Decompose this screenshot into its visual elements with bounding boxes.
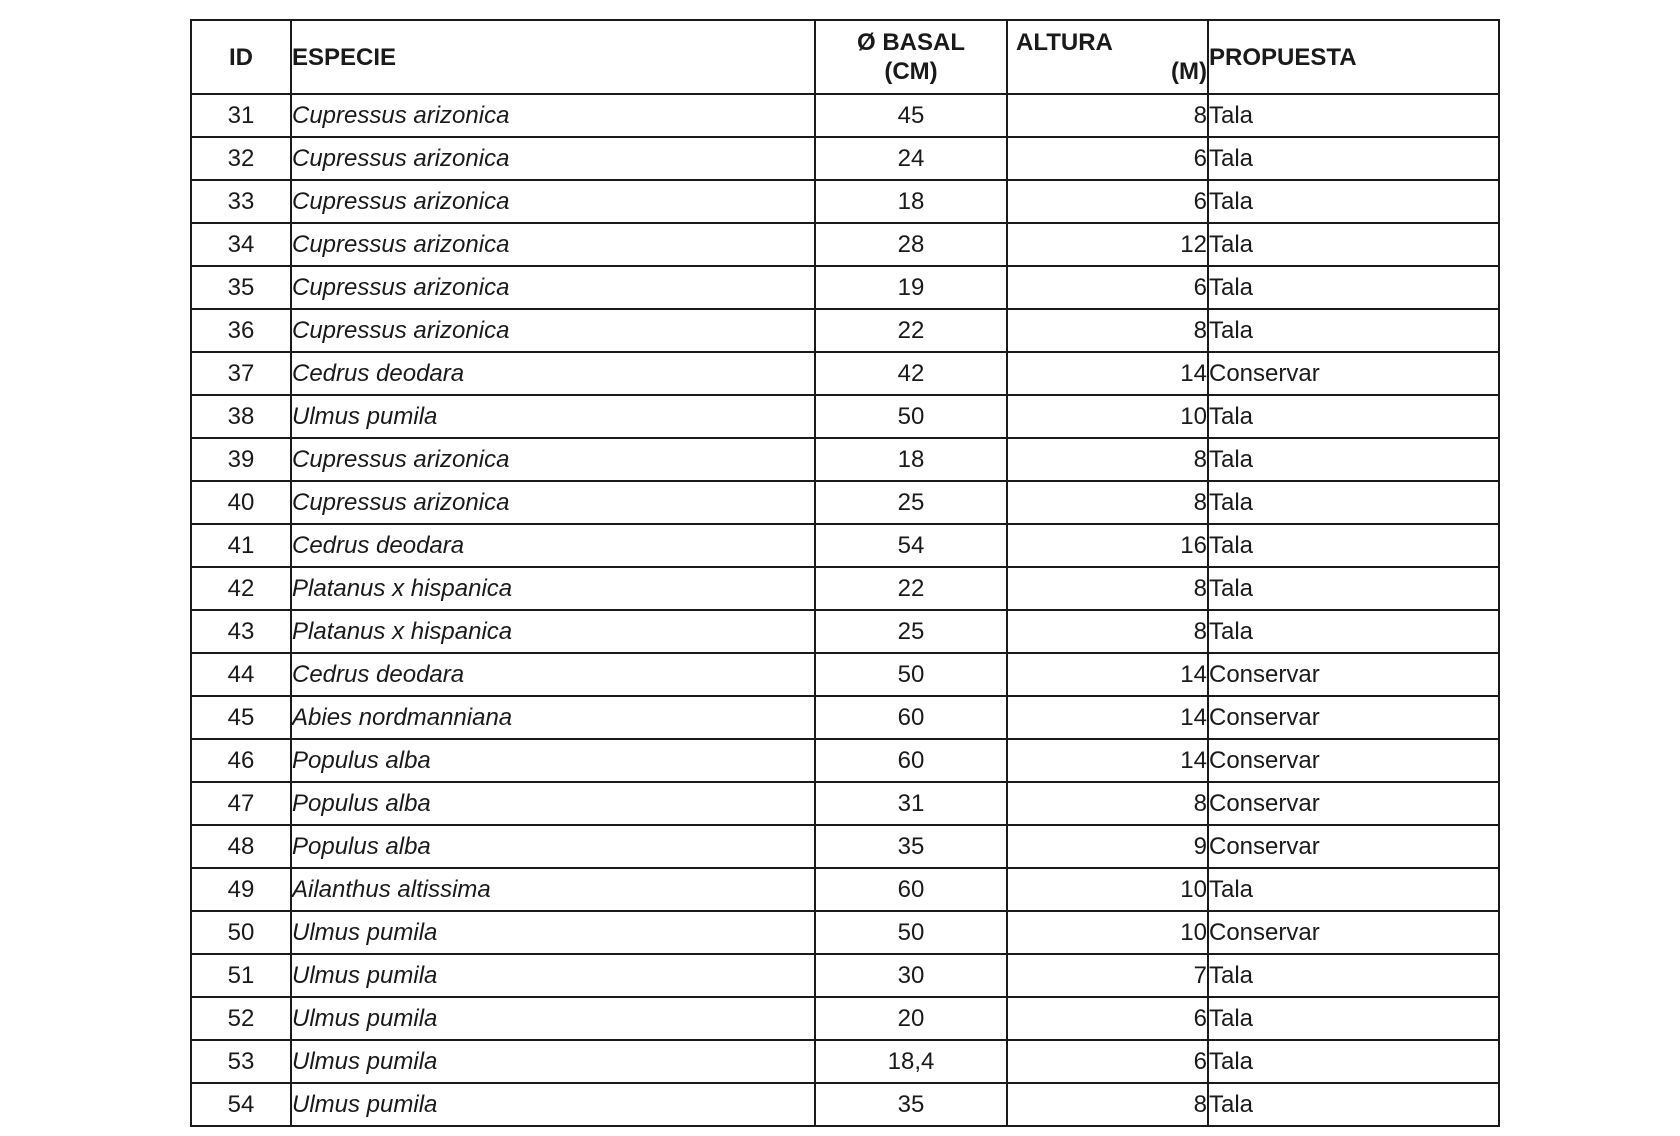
cell-basal-diameter: 60 — [815, 696, 1007, 739]
table-row — [191, 352, 1499, 395]
cell-proposal: Tala — [1208, 954, 1499, 997]
cell-species: Cupressus arizonica — [291, 481, 815, 524]
cell-proposal: Tala — [1208, 309, 1499, 352]
cell-basal-diameter: 35 — [815, 825, 1007, 868]
cell-height: 9 — [1007, 825, 1208, 868]
table-row — [191, 524, 1499, 567]
cell-basal-diameter: 18 — [815, 180, 1007, 223]
cell-id: 38 — [191, 395, 291, 438]
cell-height: 14 — [1007, 653, 1208, 696]
cell-basal-diameter: 35 — [815, 1083, 1007, 1126]
cell-species: Ulmus pumila — [291, 954, 815, 997]
cell-proposal: Conservar — [1208, 782, 1499, 825]
cell-id: 44 — [191, 653, 291, 696]
cell-basal-diameter: 25 — [815, 610, 1007, 653]
cell-id: 54 — [191, 1083, 291, 1126]
cell-basal-diameter: 20 — [815, 997, 1007, 1040]
cell-species: Cupressus arizonica — [291, 137, 815, 180]
cell-proposal: Tala — [1208, 610, 1499, 653]
cell-height: 8 — [1007, 481, 1208, 524]
cell-basal-diameter: 22 — [815, 567, 1007, 610]
table-body — [191, 94, 1499, 1126]
cell-basal-diameter: 24 — [815, 137, 1007, 180]
cell-species: Populus alba — [291, 739, 815, 782]
cell-species: Cupressus arizonica — [291, 180, 815, 223]
cell-basal-diameter: 60 — [815, 739, 1007, 782]
cell-species: Cupressus arizonica — [291, 266, 815, 309]
cell-basal-diameter: 30 — [815, 954, 1007, 997]
cell-species: Cupressus arizonica — [291, 438, 815, 481]
table-row — [191, 1083, 1499, 1126]
cell-id: 40 — [191, 481, 291, 524]
cell-species: Cedrus deodara — [291, 524, 815, 567]
cell-proposal: Conservar — [1208, 739, 1499, 782]
table-row — [191, 954, 1499, 997]
cell-basal-diameter: 50 — [815, 653, 1007, 696]
table-row — [191, 567, 1499, 610]
cell-height: 14 — [1007, 696, 1208, 739]
cell-height: 6 — [1007, 1040, 1208, 1083]
header-row — [191, 20, 1499, 94]
cell-proposal: Conservar — [1208, 653, 1499, 696]
cell-species: Cupressus arizonica — [291, 223, 815, 266]
cell-species: Ulmus pumila — [291, 911, 815, 954]
table-row — [191, 610, 1499, 653]
header-id: ID — [191, 20, 291, 94]
table-header — [191, 20, 1499, 94]
cell-id: 47 — [191, 782, 291, 825]
cell-basal-diameter: 18 — [815, 438, 1007, 481]
cell-id: 46 — [191, 739, 291, 782]
cell-species: Populus alba — [291, 782, 815, 825]
cell-basal-diameter: 54 — [815, 524, 1007, 567]
header-basal-diameter-line2: (CM) — [884, 58, 938, 85]
header-height-line1: ALTURA — [1016, 29, 1113, 56]
cell-height: 14 — [1007, 739, 1208, 782]
cell-height: 16 — [1007, 524, 1208, 567]
cell-basal-diameter: 50 — [815, 395, 1007, 438]
cell-basal-diameter: 28 — [815, 223, 1007, 266]
cell-height: 12 — [1007, 223, 1208, 266]
table-row — [191, 137, 1499, 180]
cell-height: 6 — [1007, 180, 1208, 223]
table-row — [191, 481, 1499, 524]
cell-proposal: Tala — [1208, 481, 1499, 524]
cell-proposal: Tala — [1208, 180, 1499, 223]
cell-id: 34 — [191, 223, 291, 266]
cell-height: 8 — [1007, 567, 1208, 610]
header-height — [1007, 20, 1208, 94]
cell-species: Platanus x hispanica — [291, 567, 815, 610]
cell-height: 8 — [1007, 610, 1208, 653]
header-height-line2: (M) — [1171, 58, 1207, 85]
cell-height: 8 — [1007, 94, 1208, 137]
cell-height: 8 — [1007, 1083, 1208, 1126]
cell-id: 51 — [191, 954, 291, 997]
table-row — [191, 180, 1499, 223]
cell-height: 8 — [1007, 438, 1208, 481]
cell-id: 35 — [191, 266, 291, 309]
cell-proposal: Conservar — [1208, 911, 1499, 954]
cell-proposal: Tala — [1208, 438, 1499, 481]
cell-height: 8 — [1007, 309, 1208, 352]
cell-proposal: Tala — [1208, 223, 1499, 266]
table-row — [191, 309, 1499, 352]
table-row — [191, 911, 1499, 954]
cell-proposal: Tala — [1208, 1083, 1499, 1126]
table-row — [191, 825, 1499, 868]
cell-height: 10 — [1007, 868, 1208, 911]
cell-proposal: Tala — [1208, 524, 1499, 567]
cell-id: 49 — [191, 868, 291, 911]
cell-id: 45 — [191, 696, 291, 739]
cell-species: Ulmus pumila — [291, 1040, 815, 1083]
cell-proposal: Conservar — [1208, 352, 1499, 395]
cell-height: 8 — [1007, 782, 1208, 825]
cell-proposal: Conservar — [1208, 696, 1499, 739]
cell-basal-diameter: 31 — [815, 782, 1007, 825]
cell-height: 10 — [1007, 911, 1208, 954]
cell-proposal: Tala — [1208, 868, 1499, 911]
table-row — [191, 653, 1499, 696]
table-row — [191, 782, 1499, 825]
cell-id: 32 — [191, 137, 291, 180]
cell-proposal: Tala — [1208, 997, 1499, 1040]
table-row — [191, 739, 1499, 782]
cell-proposal: Tala — [1208, 567, 1499, 610]
cell-basal-diameter: 22 — [815, 309, 1007, 352]
header-species: ESPECIE — [291, 20, 815, 94]
cell-species: Ulmus pumila — [291, 997, 815, 1040]
table-row — [191, 395, 1499, 438]
cell-proposal: Conservar — [1208, 825, 1499, 868]
cell-id: 31 — [191, 94, 291, 137]
header-basal-diameter — [815, 20, 1007, 94]
header-proposal: PROPUESTA — [1208, 20, 1499, 94]
table-row — [191, 868, 1499, 911]
cell-height: 10 — [1007, 395, 1208, 438]
cell-species: Ailanthus altissima — [291, 868, 815, 911]
cell-species: Populus alba — [291, 825, 815, 868]
cell-species: Cedrus deodara — [291, 653, 815, 696]
tree-inventory-table — [190, 19, 1500, 1127]
table-row — [191, 223, 1499, 266]
cell-basal-diameter: 50 — [815, 911, 1007, 954]
table-row — [191, 696, 1499, 739]
cell-species: Ulmus pumila — [291, 1083, 815, 1126]
cell-proposal: Tala — [1208, 94, 1499, 137]
table-row — [191, 94, 1499, 137]
cell-height: 6 — [1007, 997, 1208, 1040]
cell-id: 42 — [191, 567, 291, 610]
cell-basal-diameter: 42 — [815, 352, 1007, 395]
cell-id: 48 — [191, 825, 291, 868]
cell-species: Abies nordmanniana — [291, 696, 815, 739]
header-basal-diameter-line1: Ø BASAL — [857, 29, 965, 56]
cell-id: 52 — [191, 997, 291, 1040]
table-row — [191, 266, 1499, 309]
cell-id: 33 — [191, 180, 291, 223]
cell-basal-diameter: 18,4 — [815, 1040, 1007, 1083]
cell-id: 41 — [191, 524, 291, 567]
cell-height: 7 — [1007, 954, 1208, 997]
cell-species: Ulmus pumila — [291, 395, 815, 438]
table-row — [191, 438, 1499, 481]
cell-species: Cupressus arizonica — [291, 94, 815, 137]
cell-height: 14 — [1007, 352, 1208, 395]
cell-height: 6 — [1007, 137, 1208, 180]
cell-basal-diameter: 45 — [815, 94, 1007, 137]
cell-id: 50 — [191, 911, 291, 954]
table-row — [191, 997, 1499, 1040]
cell-proposal: Tala — [1208, 395, 1499, 438]
table-row — [191, 1040, 1499, 1083]
cell-species: Cupressus arizonica — [291, 309, 815, 352]
cell-proposal: Tala — [1208, 1040, 1499, 1083]
cell-proposal: Tala — [1208, 137, 1499, 180]
cell-height: 6 — [1007, 266, 1208, 309]
cell-id: 37 — [191, 352, 291, 395]
cell-id: 43 — [191, 610, 291, 653]
cell-species: Cedrus deodara — [291, 352, 815, 395]
cell-basal-diameter: 19 — [815, 266, 1007, 309]
cell-proposal: Tala — [1208, 266, 1499, 309]
cell-id: 53 — [191, 1040, 291, 1083]
cell-species: Platanus x hispanica — [291, 610, 815, 653]
cell-id: 36 — [191, 309, 291, 352]
cell-basal-diameter: 25 — [815, 481, 1007, 524]
cell-id: 39 — [191, 438, 291, 481]
cell-basal-diameter: 60 — [815, 868, 1007, 911]
